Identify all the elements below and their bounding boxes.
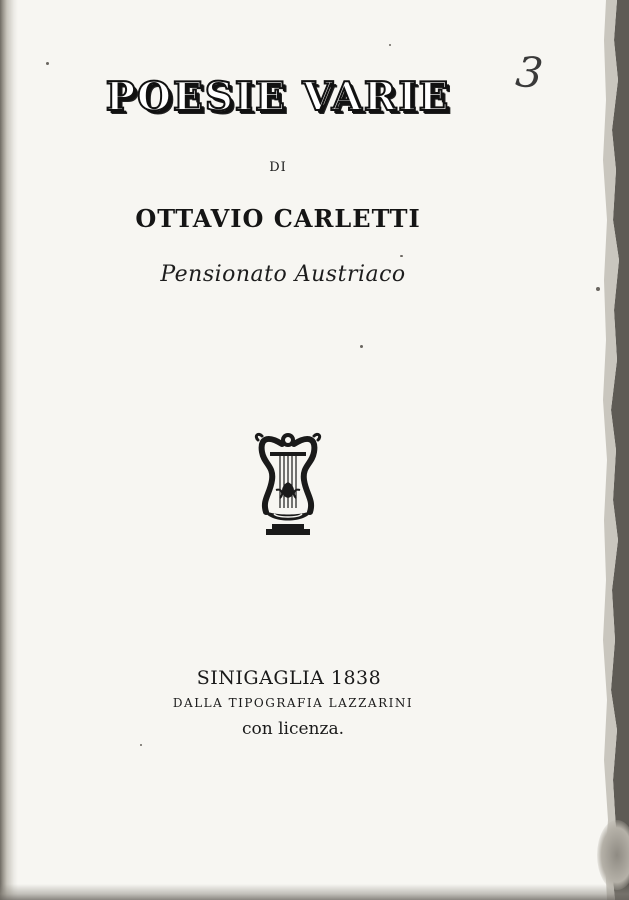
author-name: OTTAVIO CARLETTI — [135, 204, 421, 233]
paper-speck — [389, 44, 391, 46]
paper-speck — [400, 255, 403, 257]
imprint-printer: DALLA TIPOGRAFIA LAZZARINI — [172, 696, 414, 710]
corner-stain — [597, 820, 629, 890]
paper-left-edge — [0, 0, 18, 900]
paper-right-edge — [603, 0, 629, 900]
paper-speck — [360, 345, 363, 348]
paper-speck — [596, 287, 600, 291]
byline-preposition: DI — [269, 160, 287, 175]
author-description: Pensionato Austriaco — [160, 262, 406, 287]
handwritten-page-number: 3 — [513, 46, 546, 99]
paper-speck — [140, 744, 142, 746]
paper-bottom-edge — [0, 884, 629, 900]
imprint-place-year: SINIGAGLIA 1838 — [196, 667, 382, 689]
paper-speck — [46, 62, 49, 65]
book-title: POESIE VARIE — [105, 74, 451, 120]
imprint-license: con licenza. — [241, 719, 344, 739]
lyre-icon — [252, 428, 324, 536]
